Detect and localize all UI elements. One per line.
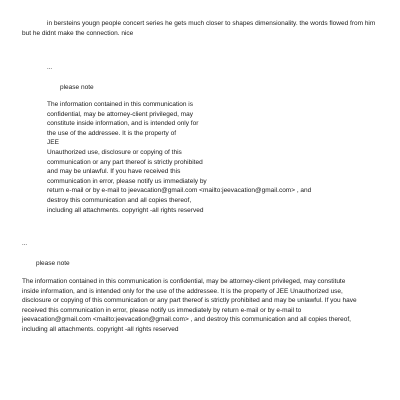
please-note-label: please note <box>60 84 94 91</box>
disclaimer-line: communication or any part thereof is strictly prohibited <box>47 158 203 166</box>
disclaimer-line: The information contained in this communication is confidential, may be attorney-client privileged, may constitute <box>22 278 346 285</box>
disclaimer-line: including all attachments. copyright -all rights reserved <box>22 325 179 333</box>
disclaimer-block <box>22 277 357 335</box>
disclaimer-line: Unauthorized use, disclosure or copying of this <box>47 148 182 156</box>
disclaimer-line: including all attachments. copyright -all rights reserved <box>47 206 204 214</box>
intro-paragraph: in bersteins yougn people concert series he gets much closer to shapes dimensionality. the words flowed from him but he didnt make the connection. nice <box>22 20 376 37</box>
separator-marker: ... <box>47 65 53 71</box>
disclaimer-block <box>47 100 311 215</box>
disclaimer-line: The information contained in this communication is <box>47 101 193 108</box>
please-note-label: please note <box>36 260 70 267</box>
disclaimer-line: and may be unlawful. If you have received this <box>47 168 181 176</box>
disclaimer-line: jeevacation@gmail.com <mailto:jeevacation@gmail.com> , and destroy this communication and all copies thereof, <box>22 316 351 324</box>
disclaimer-line: disclosure or copying of this communication or any part thereof is strictly prohibited and may be unlawful. If you have <box>22 297 357 305</box>
disclaimer-line: confidential, may be attorney-client privileged, may <box>47 110 193 118</box>
disclaimer-line: return e-mail or by e-mail to jeevacation@gmail.com <mailto:jeevacation@gmail.com> , and <box>47 187 312 195</box>
disclaimer-line: constitute inside information, and is intended only for <box>47 120 199 128</box>
disclaimer-line: the use of the addressee. It is the property of <box>47 129 176 137</box>
disclaimer-line: communication in error, please notify us immediately by <box>47 177 207 185</box>
disclaimer-line: received this communication in error, please notify us immediately by return e-mail or by e-mail to <box>22 306 302 314</box>
separator-marker: ... <box>22 241 28 247</box>
disclaimer-line: inside information, and is intended only for the use of the addressee. It is the property of JEE Unauthorized use, <box>22 287 343 295</box>
disclaimer-line: destroy this communication and all copies thereof, <box>47 196 192 204</box>
disclaimer-line: JEE <box>47 139 59 147</box>
